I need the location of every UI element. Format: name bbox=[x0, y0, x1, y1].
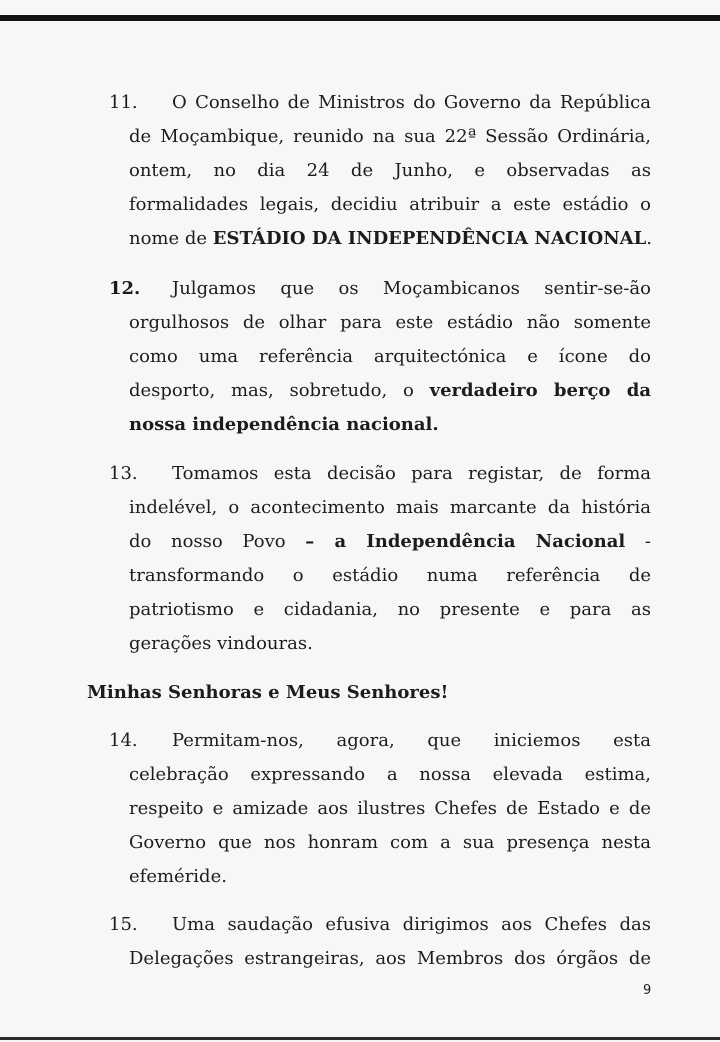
text-line: Tomamos esta decisão para registar, de forma bbox=[172, 463, 651, 484]
paragraph-body bbox=[129, 272, 651, 442]
text-line: desporto, mas, sobretudo, o verdadeiro berço da bbox=[129, 380, 651, 401]
paragraph-body bbox=[129, 908, 651, 976]
text-line: efeméride. bbox=[129, 866, 227, 887]
text-line: respeito e amizade aos ilustres Chefes de Estado e de bbox=[129, 798, 651, 819]
bottom-rule bbox=[0, 1037, 720, 1040]
paragraph-body bbox=[129, 457, 651, 661]
emphasis-text: ESTÁDIO DA INDEPENDÊNCIA NACIONAL bbox=[212, 228, 647, 249]
section-heading: Minhas Senhoras e Meus Senhores! bbox=[87, 682, 449, 703]
text-line: ontem, no dia 24 de Junho, e observadas as bbox=[129, 160, 651, 181]
text-line: Permitam-nos, agora, que iniciemos esta bbox=[172, 730, 651, 751]
text-line: patriotismo e cidadania, no presente e para as bbox=[129, 599, 651, 620]
text-line: Uma saudação efusiva dirigimos aos Chefes das bbox=[172, 914, 651, 935]
text-line: gerações vindouras. bbox=[129, 633, 313, 654]
text-line: orgulhosos de olhar para este estádio não somente bbox=[129, 312, 651, 333]
paragraph-body bbox=[129, 86, 651, 256]
paragraph-number: 11. bbox=[109, 92, 138, 113]
emphasis-text: verdadeiro berço da bbox=[429, 380, 651, 401]
paragraph-number: 14. bbox=[109, 730, 138, 751]
text-line: Governo que nos honram com a sua presença nesta bbox=[129, 832, 651, 853]
emphasis-text: – a Independência Nacional bbox=[305, 531, 626, 552]
text-line: celebração expressando a nossa elevada estima, bbox=[129, 764, 651, 785]
page-number: 9 bbox=[643, 983, 652, 998]
paragraph-number: 12. bbox=[109, 278, 141, 299]
top-rule bbox=[0, 15, 720, 21]
text-line: O Conselho de Ministros do Governo da República bbox=[172, 92, 651, 113]
text-line: Delegações estrangeiras, aos Membros dos órgãos de bbox=[129, 948, 651, 969]
text-line: de Moçambique, reunido na sua 22ª Sessão Ordinária, bbox=[129, 126, 651, 147]
text-line: nossa independência nacional. bbox=[129, 414, 439, 435]
text-line: nome de ESTÁDIO DA INDEPENDÊNCIA NACIONAL. bbox=[129, 228, 653, 249]
text-line: transformando o estádio numa referência de bbox=[129, 565, 651, 586]
text-line: formalidades legais, decidiu atribuir a este estádio o bbox=[129, 194, 651, 215]
paragraph-body bbox=[129, 724, 651, 894]
text-line: indelével, o acontecimento mais marcante da história bbox=[129, 497, 651, 518]
text-line: do nosso Povo – a Independência Nacional - bbox=[129, 531, 651, 552]
text-line: Julgamos que os Moçambicanos sentir-se-ão bbox=[172, 278, 651, 299]
paragraph-number: 15. bbox=[109, 914, 138, 935]
paragraph-number: 13. bbox=[109, 463, 138, 484]
text-line: como uma referência arquitectónica e ícone do bbox=[129, 346, 651, 367]
